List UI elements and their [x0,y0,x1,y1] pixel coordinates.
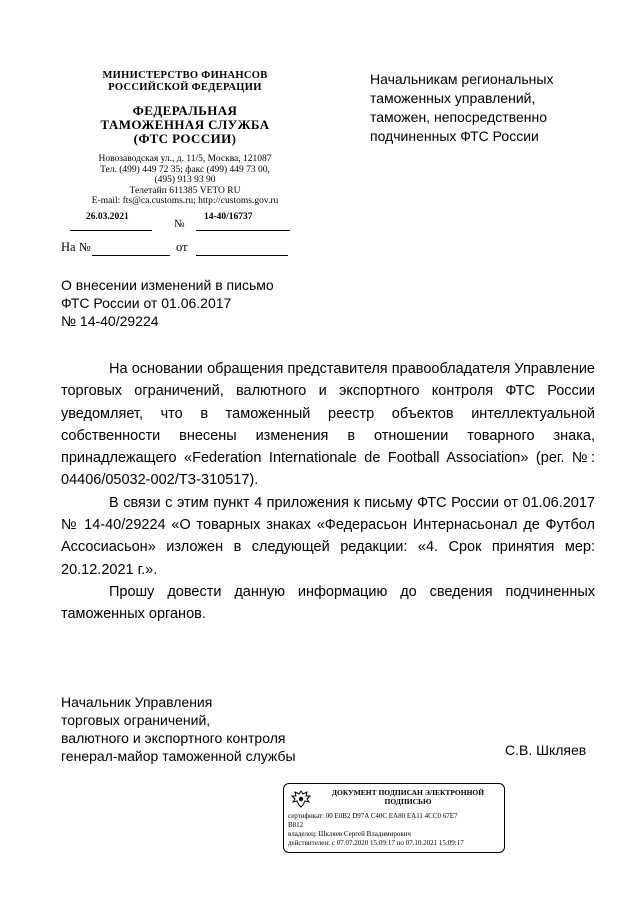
ministry-name: МИНИСТЕРСТВО ФИНАНСОВ РОССИЙСКОЙ ФЕДЕРАЦИИ [102,70,268,93]
stamp-owner: владелец: Шкляев Сергей Владимирович [288,830,411,838]
body-paragraph-3: Прошу довести данную информацию до сведения подчиненных таможенных органов. [61,583,595,623]
registration-date: 26.03.2021 [86,212,129,222]
service-address: Новозаводская ул., д. 11/5, Москва, 121087 Тел. (499) 449 72 35; факс (499) 449 73 00, (495) 913 93 90 Телетайп 611385 VETO RU E-mail: fts@ca.customs.ru; http://customs.gov.ru [91,154,279,206]
eagle-emblem-icon [290,789,312,809]
stamp-validity: действителен: с 07.07.2020 15:09:17 по 07.10.2021 15:09:17 [288,839,464,847]
electronic-signature-stamp [283,783,505,853]
reference-from [176,240,188,255]
signatory-position: Начальник Управления торговых ограничений, валютного и экспортного контроля генерал-майор таможенной службы [61,694,296,764]
stamp-title: ДОКУМЕНТ ПОДПИСАН ЭЛЕКТРОННОЙ ПОДПИСЬЮ [331,788,485,806]
signatory-name: С.В. Шкляев [505,742,587,758]
number-symbol: № [174,218,185,230]
body-paragraph-1: На основании обращения представителя правообладателя Управление торговых ограничений, валютного и экспортного контроля ФТС России уведомляет, что в таможенный реестр объектов интеллектуальной собственности внесены изменения в отношении товарного знака, принадлежащего «Federation Internationale de Football Association» (рег. №: 04406/05032-002/ТЗ-310517). [61,361,595,489]
reference-prefix: На № [61,240,91,254]
registration-number: 14-40/16737 [204,212,253,222]
reference-date-underline [196,255,288,256]
stamp-certificate-continued: B812 [288,821,304,829]
letterhead [70,70,300,207]
reference-row [61,240,91,255]
stamp-details [288,812,500,848]
stamp-certificate: сертификат: 00 E0B2 D97A C40C EA80 EA11 4CC0 67E7 [288,812,458,820]
service-name: ФЕДЕРАЛЬНАЯ ТАМОЖЕННАЯ СЛУЖБА (ФТС РОССИИ) [100,103,270,146]
letter-body [61,358,595,626]
letter-subject: О внесении изменений в письмо ФТС России от 01.06.2017 № 14-40/29224 [61,277,274,329]
body-paragraph-2: В связи с этим пункт 4 приложения к письму ФТС России от 01.06.2017 № 14-40/29224 «О товарных знаках «Федерасьон Интернасьонал де Футбол Ассосиасьон» изложен в следующей редакции: «4. Срок принятия мер: 20.12.2021 г.». [61,494,595,578]
number-underline [196,230,290,231]
reference-from-label: от [176,240,188,254]
addressee: Начальникам региональных таможенных управлений, таможен, непосредственно подчиненных ФТС России [370,71,554,144]
reference-number-underline [92,255,170,256]
date-underline [70,230,152,231]
registration-line [70,212,300,236]
